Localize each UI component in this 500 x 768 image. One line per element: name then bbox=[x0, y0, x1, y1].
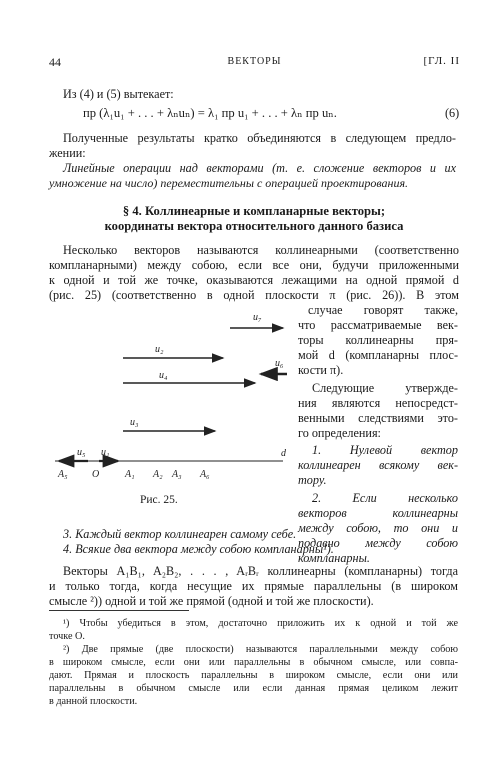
right-line-16: подавно между собою bbox=[298, 536, 458, 550]
label-u6: u₆ bbox=[275, 358, 284, 369]
section-title-line-2: координаты вектора относительного данного базиса bbox=[104, 219, 404, 233]
label-u7: u₇ bbox=[253, 312, 262, 323]
formula-number: (6) bbox=[445, 106, 460, 120]
right-line-11: коллинеарен всякому век- bbox=[298, 458, 458, 472]
footnote-rule bbox=[49, 610, 189, 611]
para1-line-1: Несколько векторов называются коллинеарными (соответственно bbox=[63, 243, 459, 257]
label-u2: u₂ bbox=[155, 344, 164, 355]
item-3: 3. Каждый вектор коллинеарен самому себе. bbox=[63, 527, 297, 541]
label-d: d bbox=[281, 448, 286, 459]
label-u3: u₃ bbox=[130, 417, 139, 428]
footnote-2-line-5: в данной плоскости. bbox=[49, 696, 138, 707]
intro-line: Из (4) и (5) вытекает: bbox=[63, 87, 174, 101]
point-a6: A₆ bbox=[200, 469, 210, 480]
point-o: O bbox=[92, 469, 100, 480]
right-line-14: векторов коллинеарны bbox=[298, 506, 458, 520]
page-number: 44 bbox=[49, 55, 61, 69]
footnote-2-line-4: параллельны в обычном смысле или если данная прямая целиком лежит bbox=[49, 683, 458, 694]
footnote-1-line-1: ¹) Чтобы убедиться в этом, достаточно приложить их к одной и той же bbox=[63, 618, 458, 629]
chapter-marker: [ГЛ. II bbox=[423, 55, 460, 67]
footnote-2-line-2: в широком смысле, если они или параллельны в обычном смысле, или совпа- bbox=[49, 657, 458, 668]
point-a5: A₅ bbox=[58, 469, 68, 480]
item-4: 4. Всякие два вектора между собою компланарны¹). bbox=[63, 542, 334, 556]
figure-caption: Рис. 25. bbox=[140, 494, 178, 506]
point-a2: A₂ bbox=[153, 469, 163, 480]
footnote-2-line-1: ²) Две прямые (две плоскости) называются параллельными между собою bbox=[63, 644, 458, 655]
right-line-17: компланарны. bbox=[298, 551, 370, 565]
label-u1: u₁ bbox=[101, 447, 110, 458]
para1-line-2: компланарными) между собою, если все они, будучи приложенными bbox=[49, 258, 459, 272]
running-header bbox=[49, 55, 460, 71]
para1-line-4: (рис. 25) (соответственно в одной плоскости π (рис. 26)). В этом bbox=[49, 288, 459, 302]
summary-line-2: жении: bbox=[49, 146, 86, 160]
para2-line-2: и только тогда, когда несущие их прямые параллельны (в широком bbox=[49, 579, 458, 593]
point-a3: A₃ bbox=[172, 469, 182, 480]
right-line-6: Следующие утвержде- bbox=[312, 381, 458, 395]
label-u5: u₅ bbox=[77, 447, 86, 458]
formula-6: пр (λ₁u₁ + . . . + λₙuₙ) = λ₁ пр u₁ + . . . + λₙ пр uₙ. bbox=[83, 106, 337, 120]
right-line-10: 1. Нулевой вектор bbox=[312, 443, 458, 457]
right-line-4: мой d (компланарны плос- bbox=[298, 348, 458, 362]
right-line-12: тору. bbox=[298, 473, 327, 487]
right-line-5: кости π). bbox=[298, 363, 344, 377]
para2-line-1: Векторы A₁B₁, A₂B₂, . . . , AᵣBᵣ коллинеарны (компланарны) тогда bbox=[63, 564, 458, 578]
running-title: ВЕКТОРЫ bbox=[227, 56, 282, 67]
label-u4: u₄ bbox=[159, 370, 168, 381]
statement-line-2: умножение на число) переместительны с операцией проектирования. bbox=[49, 176, 409, 190]
footnote-2-line-3: дают. Прямая и плоскость параллельны в широком смысле, если они или bbox=[49, 670, 458, 681]
para1-line-3: к одной и той же точке, оказываются лежащими на одной прямой d bbox=[49, 273, 459, 287]
right-line-13: 2. Если несколько bbox=[312, 491, 458, 505]
right-line-7: ния являются непосредст- bbox=[298, 396, 458, 410]
point-a1: A₁ bbox=[125, 469, 135, 480]
right-line-8: венными следствиями это- bbox=[298, 411, 458, 425]
section-title-line-1: § 4. Коллинеарные и компланарные векторы; bbox=[122, 204, 386, 218]
right-line-1: случае говорят также, bbox=[308, 303, 458, 317]
footnote-1-line-2: точке O. bbox=[49, 631, 85, 642]
right-line-3: торы коллинеарны пря- bbox=[298, 333, 458, 347]
right-line-15: между собою, то они и bbox=[298, 521, 458, 535]
para2-line-3: смысле ²)) одной и той же прямой (одной и той же плоскости). bbox=[49, 594, 374, 608]
right-line-2: что рассматриваемые век- bbox=[298, 318, 458, 332]
figure-25 bbox=[55, 300, 295, 505]
right-line-9: го определения: bbox=[298, 426, 381, 440]
statement-line-1: Линейные операции над векторами (т. е. сложение векторов и их bbox=[63, 161, 456, 175]
summary-line-1: Полученные результаты кратко объединяются в следующем предло- bbox=[63, 131, 456, 145]
